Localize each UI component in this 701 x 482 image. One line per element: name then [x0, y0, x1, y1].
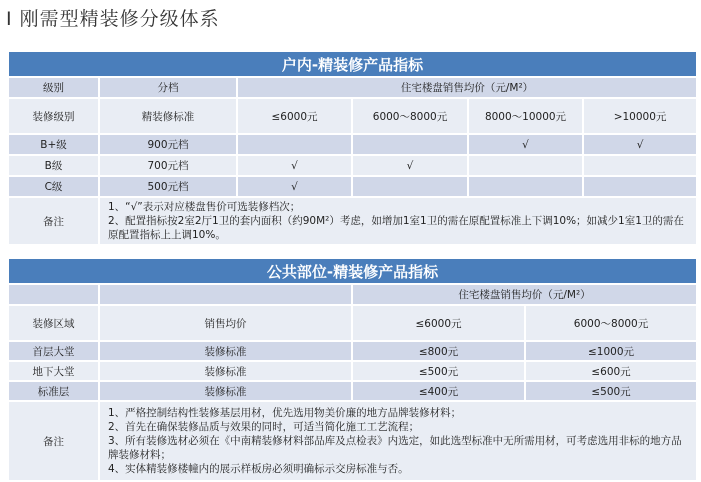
check-mark: √ [237, 155, 352, 176]
row-label: 装修区域 [8, 305, 99, 341]
check-mark: √ [237, 176, 352, 197]
level: C级 [8, 176, 99, 197]
price-band: 6000～8000元 [352, 98, 468, 134]
indoor-spec-table [7, 50, 698, 246]
check-mark [468, 176, 583, 197]
value: ≤1000元 [525, 341, 697, 361]
value: ≤500元 [525, 381, 697, 401]
note-item: 1、“√”表示对应楼盘售价可选装修档次； [108, 201, 301, 213]
page-title: Ⅰ 刚需型精装修分级体系 [6, 8, 220, 30]
row-sub: 销售均价 [99, 305, 352, 341]
price-band: ≤6000元 [352, 305, 525, 341]
value: ≤400元 [352, 381, 525, 401]
table-row [8, 176, 697, 197]
level: B+级 [8, 134, 99, 155]
blank-cell [99, 284, 352, 305]
value: ≤800元 [352, 341, 525, 361]
check-mark [352, 176, 468, 197]
value: ≤600元 [525, 361, 697, 381]
check-mark [583, 155, 697, 176]
check-mark [583, 176, 697, 197]
public-table-header: 公共部位-精装修产品指标 [8, 258, 697, 284]
value: ≤500元 [352, 361, 525, 381]
col-price: 住宅楼盘销售均价（元/M²） [352, 284, 697, 305]
table-row [8, 341, 697, 361]
indoor-table-header: 户内-精装修产品指标 [8, 51, 697, 77]
check-mark: √ [352, 155, 468, 176]
check-mark [352, 134, 468, 155]
notes [99, 197, 697, 245]
check-mark [468, 155, 583, 176]
table-row [8, 155, 697, 176]
price-band: ≤6000元 [237, 98, 352, 134]
check-mark [237, 134, 352, 155]
blank-cell [8, 284, 99, 305]
check-mark: √ [468, 134, 583, 155]
row-label: 装修级别 [8, 98, 99, 134]
standard: 装修标准 [99, 381, 352, 401]
tier: 700元档 [99, 155, 237, 176]
table-row [8, 361, 697, 381]
price-band: 6000～8000元 [525, 305, 697, 341]
standard: 装修标准 [99, 361, 352, 381]
tier: 900元档 [99, 134, 237, 155]
tier: 500元档 [99, 176, 237, 197]
note-item: 2、配置指标按2室2厅1卫的套内面积（约90M²）考虑，如增加1室1卫的需在原配置标准上下调10%；如减少1室1卫的需在原配置指标上上调10%。 [108, 215, 684, 241]
level: B级 [8, 155, 99, 176]
note-item: 2、首先在确保装修品质与效果的同时，可适当简化施工工艺流程； [108, 421, 420, 433]
table-row [8, 134, 697, 155]
standard: 装修标准 [99, 341, 352, 361]
notes [99, 401, 697, 481]
area: 地下大堂 [8, 361, 99, 381]
col-tier: 分档 [99, 77, 237, 98]
area: 首层大堂 [8, 341, 99, 361]
row-tier: 精装修标准 [99, 98, 237, 134]
public-spec-table [7, 257, 698, 482]
note-item: 3、所有装修选材必须在《中南精装修材料部品库及点检表》内选定，如此选型标准中无所需用材，可考虑选用非标的地方品牌装修材料； [108, 435, 682, 461]
note-label: 备注 [8, 401, 99, 481]
note-item: 1、严格控制结构性装修基层用材，优先选用物美价廉的地方品牌装修材料； [108, 407, 462, 419]
table-row [8, 381, 697, 401]
note-label: 备注 [8, 197, 99, 245]
price-band: 8000～10000元 [468, 98, 583, 134]
note-item: 4、实体精装修楼幢内的展示样板房必须明确标示交房标准与否。 [108, 463, 409, 475]
area: 标准层 [8, 381, 99, 401]
price-band: >10000元 [583, 98, 697, 134]
col-price: 住宅楼盘销售均价（元/M²） [237, 77, 697, 98]
check-mark: √ [583, 134, 697, 155]
col-level: 级别 [8, 77, 99, 98]
